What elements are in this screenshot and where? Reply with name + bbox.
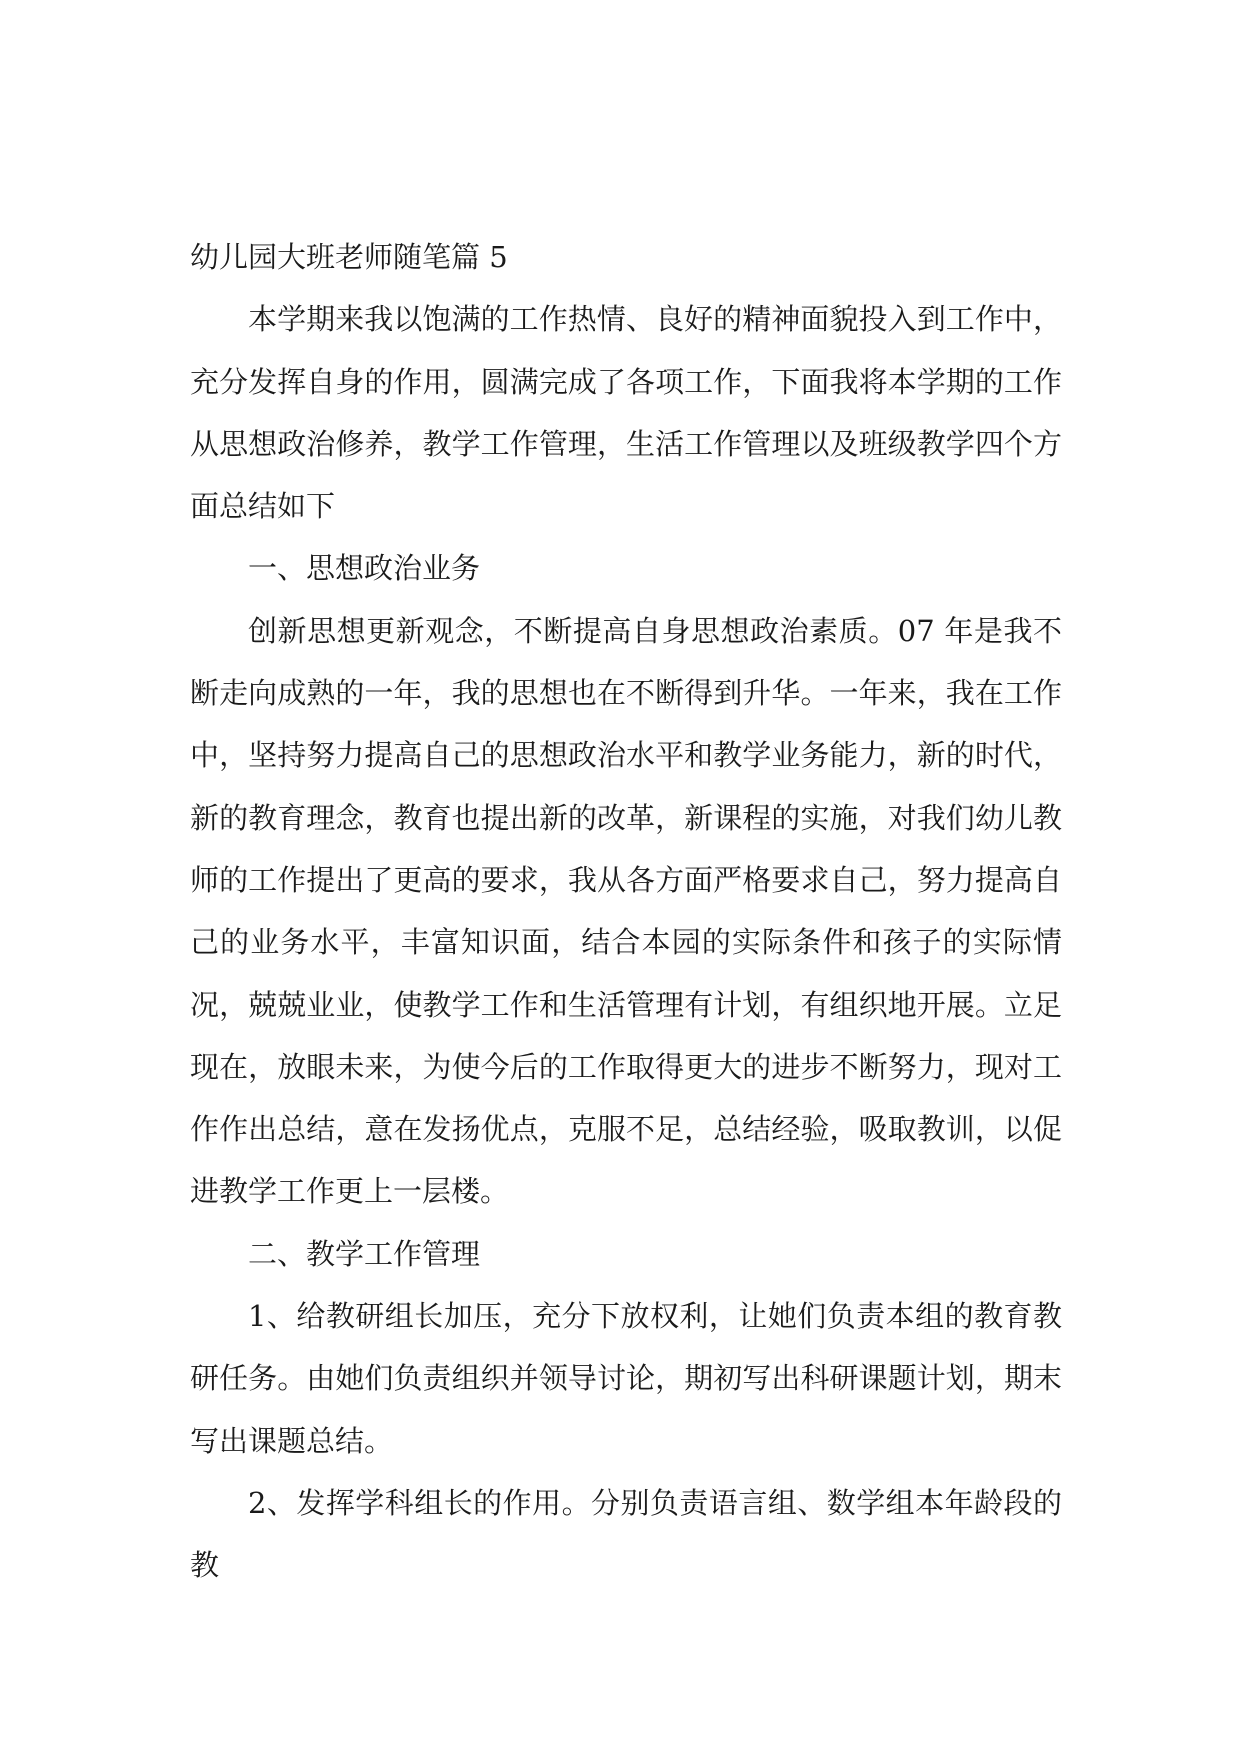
paragraph-item-1: 1、给教研组长加压，充分下放权利，让她们负责本组的教育教研任务。由她们负责组织并领导讨论，期初写出科研课题计划，期末写出课题总结。 bbox=[190, 1299, 1062, 1458]
section-heading-teaching-management: 二、教学工作管理 bbox=[248, 1236, 481, 1271]
document-body bbox=[190, 226, 1062, 1597]
document-title: 幼儿园大班老师随笔篇 5 bbox=[190, 240, 508, 274]
paragraph-ideology: 创新思想更新观念，不断提高自身思想政治素质。07 年是我不断走向成熟的一年，我的思想也在不断得到升华。一年来，我在工作中，坚持努力提高自己的思想政治水平和教学业务能力，新的时代，新的教育理念，教育也提出新的改革，新课程的实施，对我们幼儿教师的工作提出了更高的要求，我从各方面严格要求自己，努力提高自己的业务水平，丰富知识面，结合本园的实际条件和孩子的实际情况，兢兢业业，使教学工作和生活管理有计划，有组织地开展。立足现在，放眼未来，为使今后的工作取得更大的进步不断努力，现对工作作出总结，意在发扬优点，克服不足，总结经验，吸取教训，以促进教学工作更上一层楼。 bbox=[190, 613, 1062, 1209]
paragraph-item-2: 2、发挥学科组长的作用。分别负责语言组、数学组本年龄段的教 bbox=[190, 1485, 1062, 1583]
paragraph-intro: 本学期来我以饱满的工作热情、良好的精神面貌投入到工作中，充分发挥自身的作用，圆满完成了各项工作，下面我将本学期的工作从思想政治修养，教学工作管理，生活工作管理以及班级教学四个方面总结如下 bbox=[190, 302, 1062, 524]
section-heading-ideology: 一、思想政治业务 bbox=[248, 551, 481, 586]
